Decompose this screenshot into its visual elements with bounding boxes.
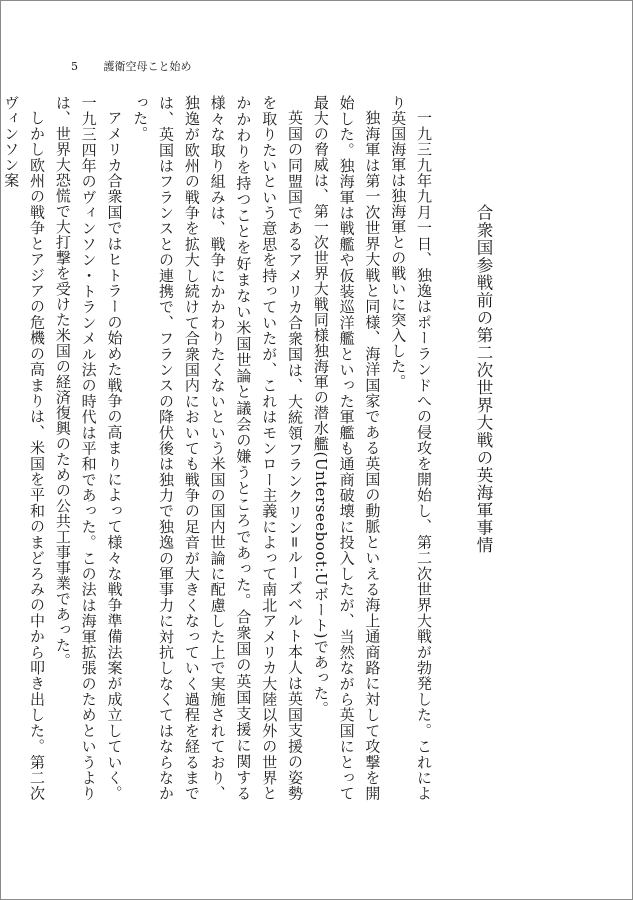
paragraph: 独海軍は第一次世界大戦と同様、海洋国家である英国の動脈といえる海上通商路に対して攻撃を開始した。独海軍は戦艦や仮装巡洋艦といった軍艦も通商破壊に投入したが、当然ながら英国にとって最大の脅威は、第一次世界大戦同様独海軍の潜水艦(Unterseeboot:Uボート)であった。	[311, 95, 382, 801]
paragraph: しかし欧州の戦争とアジアの危機の高まりは、米国を平和のまどろみの中から叩き出した。第二次ヴィンソン案	[2, 95, 47, 801]
body-text	[2, 95, 436, 801]
running-head	[71, 58, 192, 74]
chapter-title: 合衆国参戦前の第二次世界大戦の英海軍事情	[474, 204, 493, 554]
paragraph: 英国の同盟国であるアメリカ合衆国は、大統領フランクリン=ルーズベルト本人は英国支援の姿勢を取りたいという意思を持っていたが、これはモンロー主義によって南北アメリカ大陸以外の世界とかかわりを持つことを好まない米国世論と議会の嫌うところであった。合衆国の英国支援に関する様々な取り組みは、戦争にかかわりたくないという米国の国内世論に配慮した上で実施されており、独逸が欧州の戦争を拡大し続けて合衆国内においても戦争の足音が大きくなっていく過程を経るまでは、英国はフランスとの連携で、フランスの降伏後は独力で独逸の軍事力に対抗しなくてはならなかった。	[131, 95, 305, 801]
running-head-title: 護衛空母こと始め	[103, 60, 192, 73]
paragraph: アメリカ合衆国ではヒトラーの始めた戦争の高まりによって様々な戦争準備法案が成立していく。一九三四年のヴィンソン・トランメル法の時代は平和であった。この法は海軍拡張のためというよりは、世界大恐慌で大打撃を受けた米国の経済復興のための公共工事事業であった。	[53, 95, 124, 801]
paragraph: 一九三九年九月一日、独逸はポーランドへの侵攻を開始し、第二次世界大戦が勃発した。これにより英国海軍は独海軍との戦いに突入した。	[389, 95, 433, 801]
page-number: 5	[71, 60, 78, 73]
